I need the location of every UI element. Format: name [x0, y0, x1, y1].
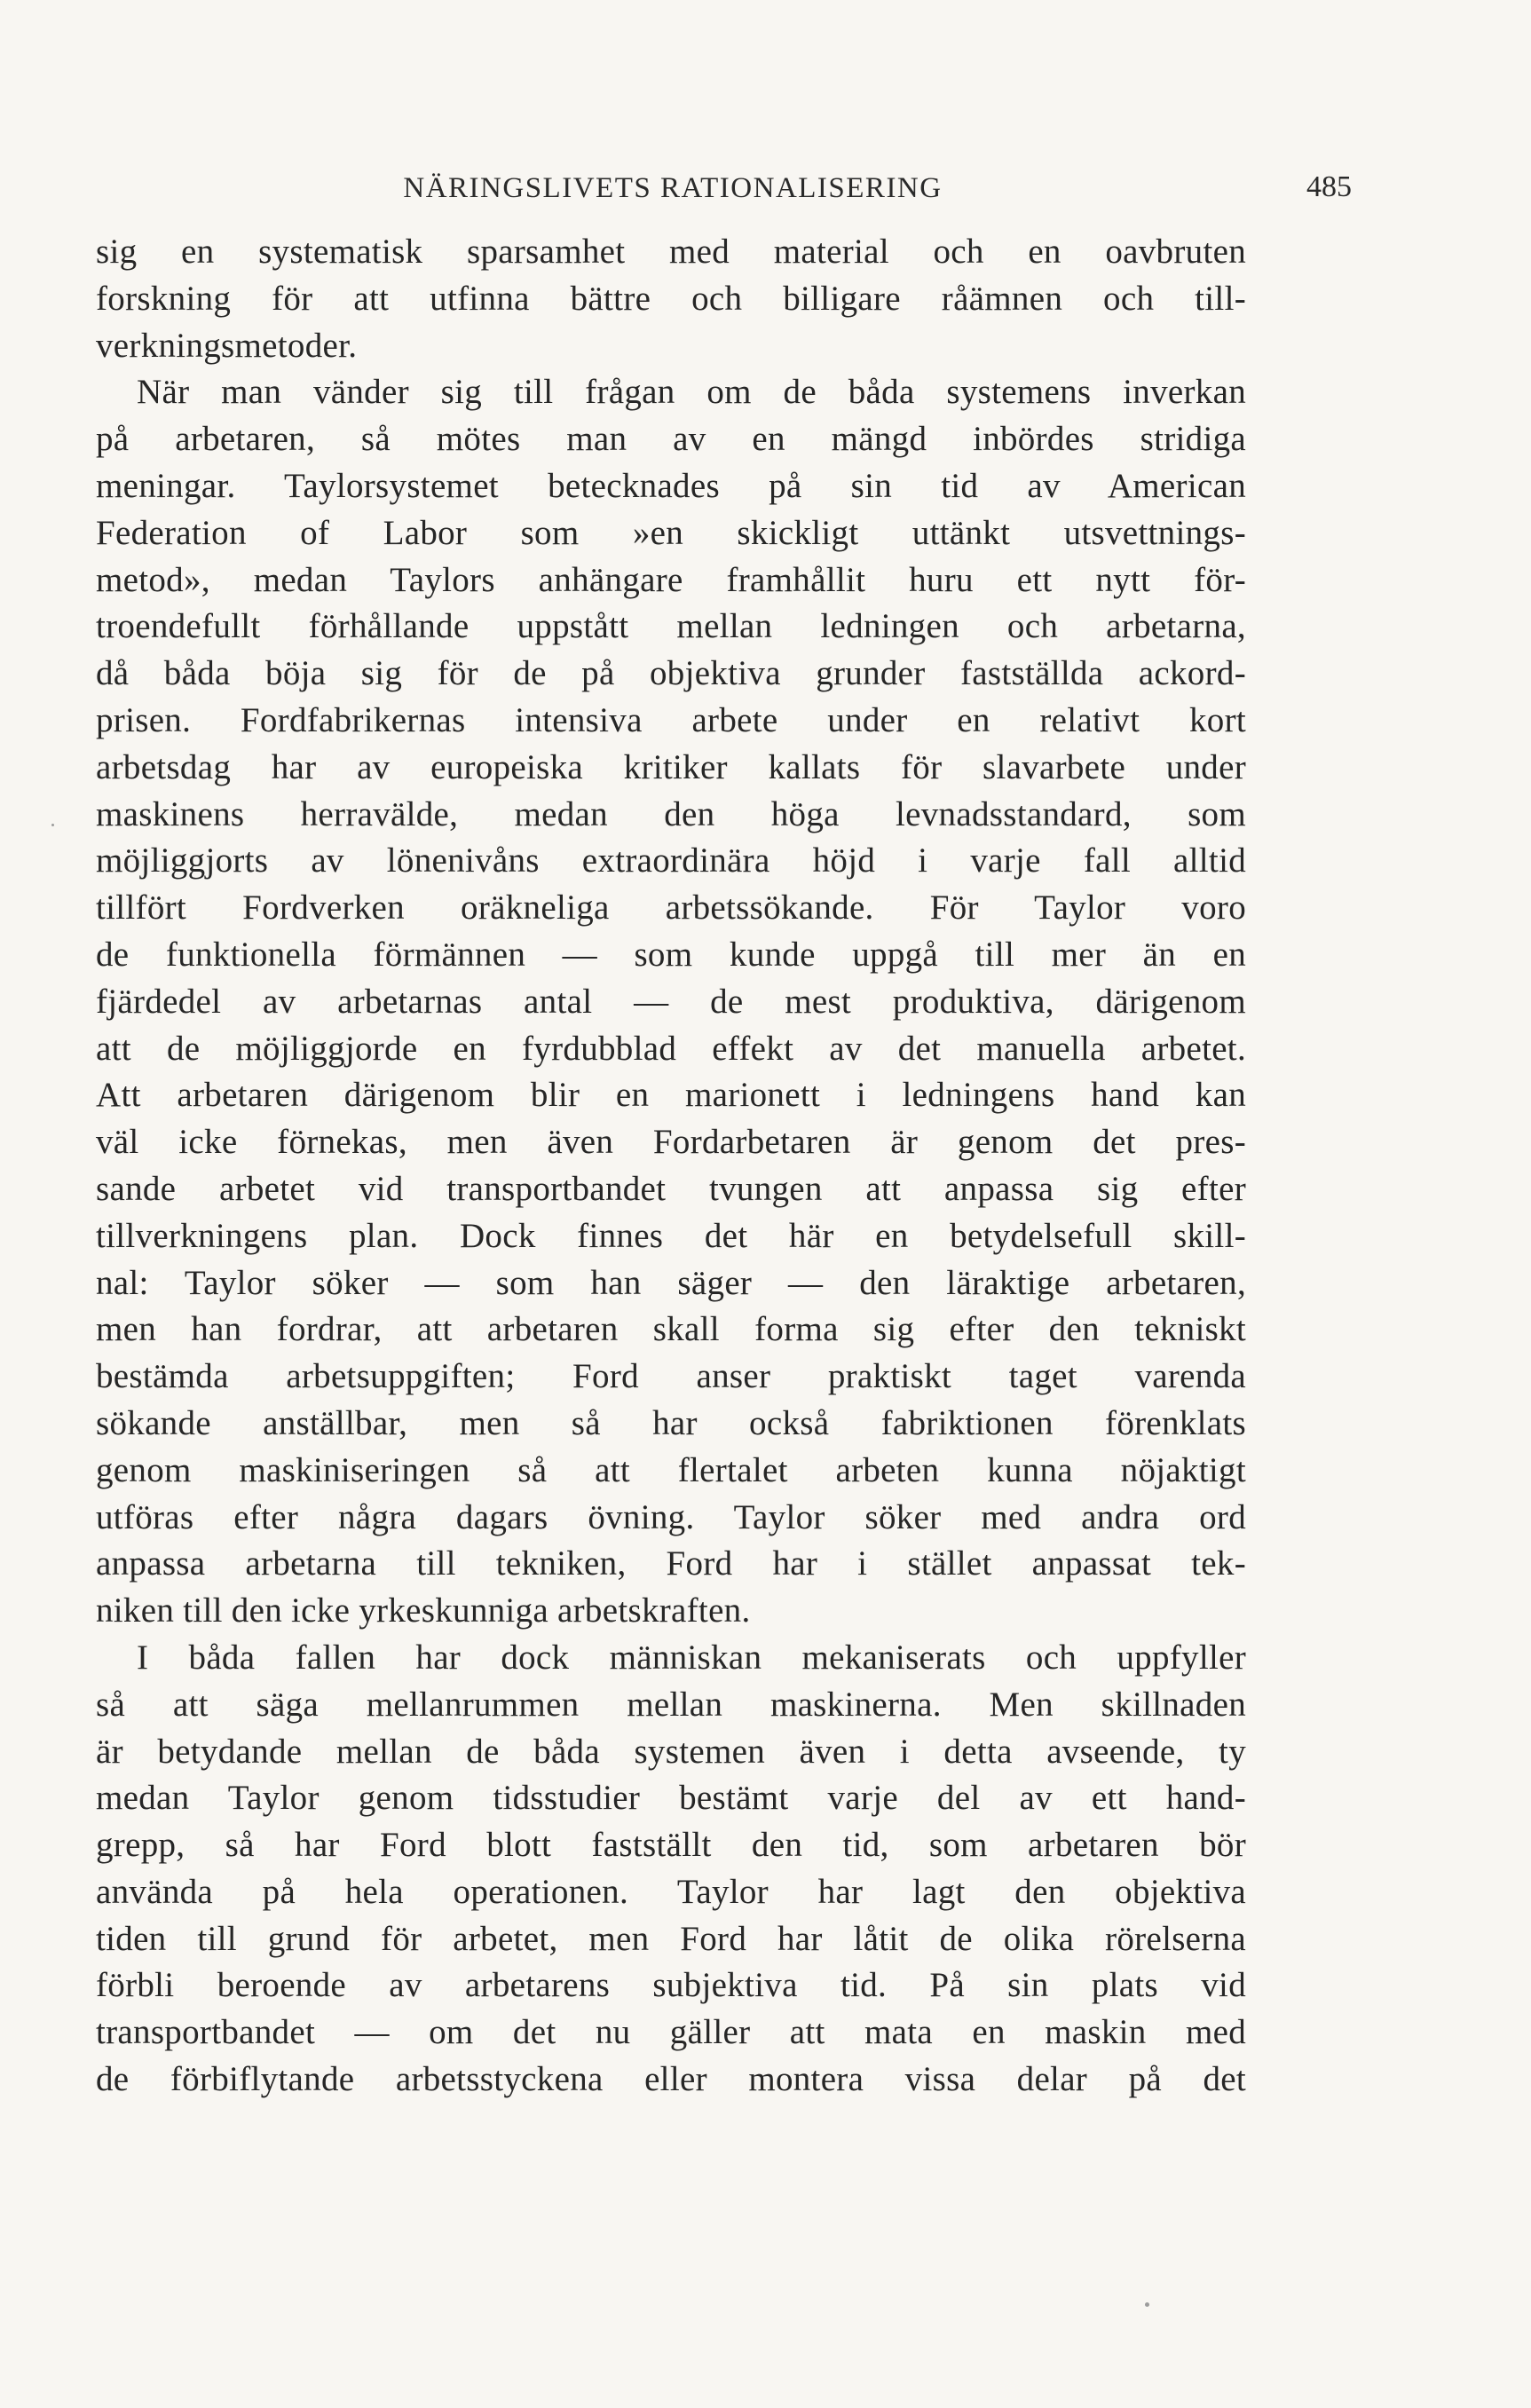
text-line: medan Taylor genom tidsstudier bestämt varje del av ett hand- [96, 1779, 1246, 1818]
text-line: på arbetaren, så mötes man av en mängd inbördes stridiga [96, 420, 1246, 459]
text-line: I båda fallen har dock människan mekaniserats och uppfyller [137, 1638, 1246, 1677]
text-line: anpassa arbetarna till tekniken, Ford har i stället anpassat tek- [96, 1544, 1246, 1583]
text-line: men han fordrar, att arbetaren skall forma sig efter den tekniskt [96, 1310, 1246, 1349]
text-line: bestämda arbetsuppgiften; Ford anser praktiskt taget varenda [96, 1357, 1246, 1396]
text-line: Federation of Labor som »en skickligt uttänkt utsvettnings- [96, 513, 1246, 552]
text-line: När man vänder sig till frågan om de båda systemens inverkan [137, 373, 1246, 412]
paper-speck [51, 824, 54, 826]
text-line: då båda böja sig för de på objektiva grunder fastställda ackord- [96, 654, 1246, 693]
running-head [96, 163, 1352, 217]
text-line: genom maskiniseringen så att flertalet arbeten kunna nöjaktigt [96, 1450, 1246, 1489]
text-line: förbli beroende av arbetarens subjektiva tid. På sin plats vid [96, 1966, 1246, 2005]
text-line: att de möjliggjorde en fyrdubblad effekt av det manuella arbetet. [96, 1029, 1246, 1068]
text-line: tiden till grund för arbetet, men Ford har låtit de olika rörelserna [96, 1919, 1246, 1958]
text-line: fjärdedel av arbetarnas antal — de mest produktiva, därigenom [96, 982, 1246, 1021]
text-line: maskinens herravälde, medan den höga levnadsstandard, som [96, 794, 1246, 833]
text-line: de förbiflytande arbetsstyckena eller montera vissa delar på det [96, 2060, 1246, 2099]
text-line: arbetsdag har av europeiska kritiker kallats för slavarbete under [96, 747, 1246, 786]
text-line: möjliggjorts av lönenivåns extraordinära höjd i varje fall alltid [96, 841, 1246, 880]
text-line: forskning för att utfinna bättre och billigare råämnen och till- [96, 279, 1246, 318]
text-line: nal: Taylor söker — som han säger — den läraktige arbetaren, [96, 1263, 1246, 1302]
text-line: niken till den icke yrkeskunniga arbetskraften. [96, 1591, 751, 1630]
text-line: de funktionella förmännen — som kunde uppgå till mer än en [96, 935, 1246, 974]
text-line: så att säga mellanrummen mellan maskinerna. Men skillnaden [96, 1685, 1246, 1724]
text-line: tillfört Fordverken oräkneliga arbetssökande. För Taylor voro [96, 888, 1246, 928]
text-line: troendefullt förhållande uppstått mellan ledningen och arbetarna, [96, 607, 1246, 646]
text-line: är betydande mellan de båda systemen även i detta avseende, ty [96, 1732, 1246, 1771]
body-text [96, 229, 1246, 2104]
text-line: meningar. Taylorsystemet betecknades på sin tid av American [96, 466, 1246, 505]
text-line: prisen. Fordfabrikernas intensiva arbete under en relativt kort [96, 700, 1246, 739]
text-line: transportbandet — om det nu gäller att mata en maskin med [96, 2013, 1246, 2052]
paper-speck [1145, 2302, 1149, 2307]
text-line: sande arbetet vid transportbandet tvungen att anpassa sig efter [96, 1169, 1246, 1208]
page-number: 485 [1306, 170, 1352, 203]
text-line: väl icke förnekas, men även Fordarbetaren är genom det pres- [96, 1123, 1246, 1162]
text-line: verkningsmetoder. [96, 326, 358, 365]
running-title: NÄRINGSLIVETS RATIONALISERING [403, 172, 943, 204]
text-line: grepp, så har Ford blott fastställt den tid, som arbetaren bör [96, 1826, 1246, 1865]
text-line: tillverkningens plan. Dock finnes det här en betydelsefull skill- [96, 1216, 1246, 1255]
text-line: utföras efter några dagars övning. Taylor söker med andra ord [96, 1497, 1246, 1536]
text-line: använda på hela operationen. Taylor har lagt den objektiva [96, 1872, 1246, 1911]
text-line: Att arbetaren därigenom blir en marionett i ledningens hand kan [96, 1076, 1246, 1115]
text-line: sig en systematisk sparsamhet med material och en oavbruten [96, 233, 1246, 271]
text-line: sökande anställbar, men så har också fabriktionen förenklats [96, 1403, 1246, 1442]
text-line: metod», medan Taylors anhängare framhållit huru ett nytt för- [96, 560, 1246, 599]
